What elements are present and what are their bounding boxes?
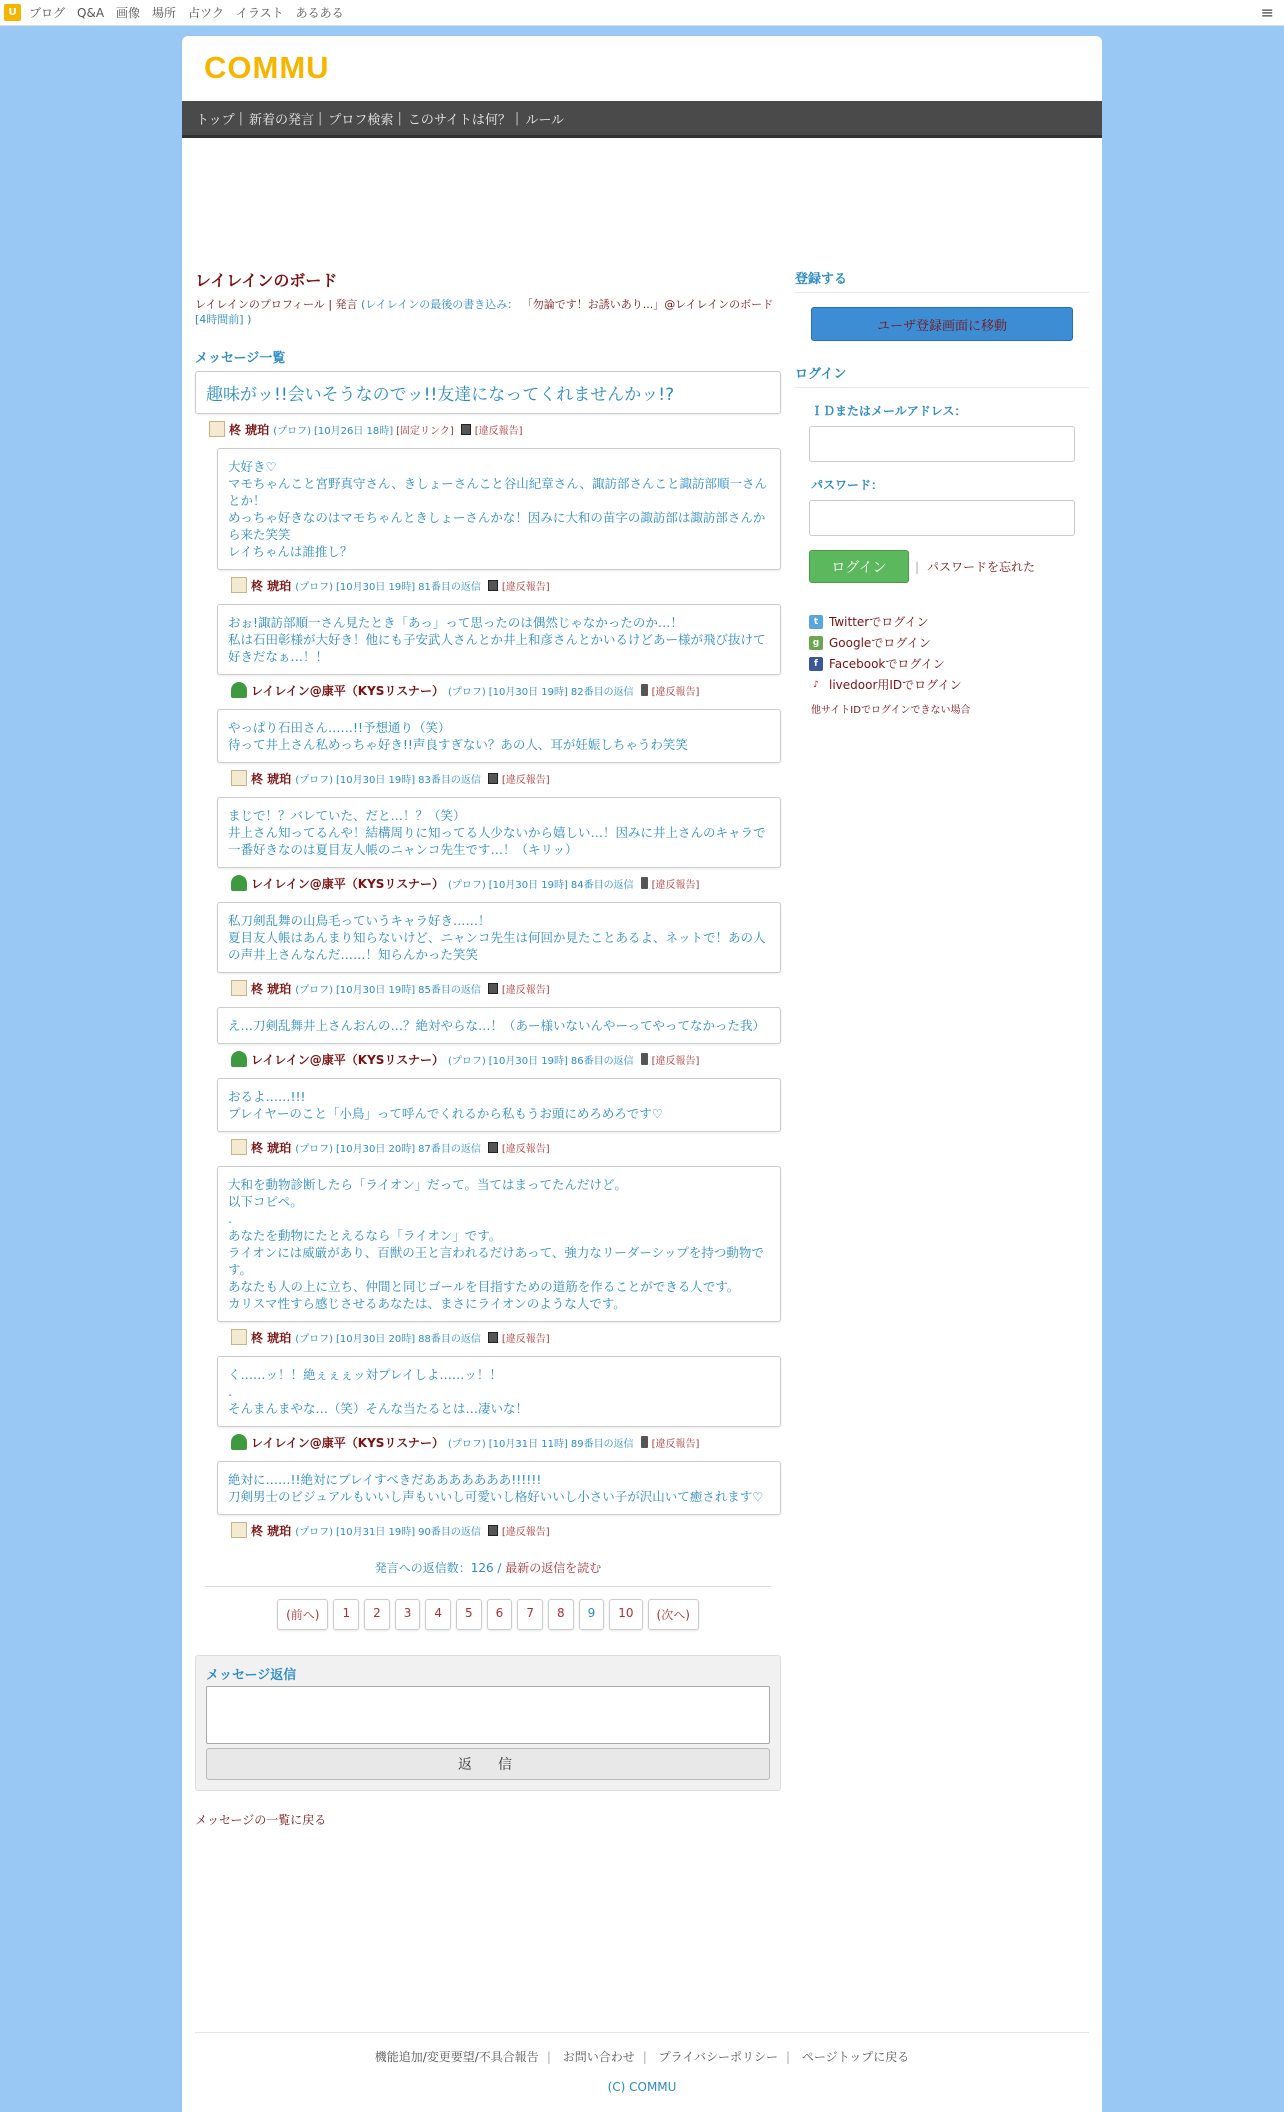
reply-message: おるよ……!!! プレイヤーのこと「小鳥」って呼んでくれるから私もうお頭にめろめろです♡ bbox=[217, 1078, 781, 1132]
twitter-icon: t bbox=[809, 615, 823, 629]
post-time: [10月30日 19時] bbox=[336, 581, 416, 593]
reply-textarea[interactable] bbox=[206, 1686, 770, 1744]
pager-page[interactable]: 5 bbox=[456, 1599, 482, 1630]
footer-privacy-link[interactable]: プライバシーポリシー bbox=[658, 2050, 778, 2064]
pc-icon bbox=[488, 580, 498, 591]
last-post-link[interactable]: 「勿論です！お誘いあり...」@レイレインのボード bbox=[521, 298, 774, 311]
topbar-link-aruaru[interactable]: あるある bbox=[295, 6, 344, 20]
profile-link[interactable]: (プロフ) bbox=[295, 1333, 333, 1345]
nav-about[interactable]: このサイトは何？ bbox=[407, 112, 511, 128]
reply-submit-button[interactable]: 返 信 bbox=[206, 1748, 770, 1780]
topbar-link-uranai[interactable]: 占ツク bbox=[188, 6, 224, 20]
twitter-login[interactable] bbox=[809, 611, 1089, 632]
latest-replies-link[interactable]: 最新の返信を読む bbox=[505, 1561, 602, 1575]
nav-profile-search[interactable]: プロフ検索 bbox=[328, 112, 394, 128]
pc-icon bbox=[488, 1142, 498, 1153]
profile-link[interactable]: (プロフ) bbox=[295, 774, 333, 786]
nav-top[interactable]: トップ bbox=[196, 112, 235, 128]
topbar-link-qa[interactable]: Q&A bbox=[77, 5, 105, 20]
social-login-list bbox=[809, 611, 1089, 695]
reply-meta bbox=[195, 769, 781, 787]
nav-rules[interactable]: ルール bbox=[525, 112, 565, 128]
footer-links bbox=[182, 2048, 1102, 2065]
report-link[interactable]: [違反報告] bbox=[501, 1143, 550, 1155]
post-time: [10月31日 19時] bbox=[336, 1526, 416, 1538]
reply-author[interactable]: 柊 琥珀 bbox=[251, 1140, 292, 1155]
pc-icon bbox=[488, 983, 498, 994]
login-separator: | bbox=[915, 559, 920, 574]
forgot-password-link[interactable]: パスワードを忘れた bbox=[927, 560, 1036, 574]
reply-author[interactable]: 柊 琥珀 bbox=[251, 578, 292, 593]
reply-count-label: 発言への返信数：126 / bbox=[374, 1561, 502, 1575]
reply-meta bbox=[195, 576, 781, 594]
report-link[interactable]: [違反報告] bbox=[651, 879, 700, 891]
avatar-icon[interactable] bbox=[231, 980, 247, 996]
mobile-icon bbox=[641, 1053, 648, 1065]
reply-meta bbox=[195, 1328, 781, 1346]
reply-number-link[interactable]: 82番目の返信 bbox=[570, 686, 634, 698]
footer-feedback-link[interactable]: 機能追加/変更要望/不具合報告 bbox=[374, 2050, 539, 2064]
nav-separator: | bbox=[318, 110, 323, 126]
reply-author[interactable]: レイレイン@康平（KYSリスナー） bbox=[251, 876, 444, 891]
pager-page[interactable]: 3 bbox=[395, 1599, 421, 1630]
pc-icon bbox=[488, 1525, 498, 1536]
pager-page[interactable]: 8 bbox=[548, 1599, 574, 1630]
post-link[interactable]: 発言 bbox=[335, 298, 358, 311]
login-row bbox=[809, 550, 1089, 583]
reply-author[interactable]: 柊 琥珀 bbox=[251, 771, 292, 786]
topbar-link-image[interactable]: 画像 bbox=[116, 6, 141, 20]
main-column bbox=[195, 268, 781, 1828]
reply-number-link[interactable]: 86番目の返信 bbox=[570, 1055, 634, 1067]
permalink[interactable]: [固定リンク] bbox=[396, 425, 454, 437]
id-label: ＩＤまたはメールアドレス： bbox=[811, 404, 967, 418]
message-list-heading: メッセージ一覧 bbox=[195, 351, 286, 366]
profile-link[interactable]: (プロフ) bbox=[295, 581, 333, 593]
reply-author[interactable]: 柊 琥珀 bbox=[251, 1330, 292, 1345]
profile-link[interactable]: (プロフ) bbox=[295, 984, 333, 996]
post-time: [10月30日 20時] bbox=[336, 1143, 416, 1155]
google-login-label: Googleでログイン bbox=[829, 636, 931, 650]
pager-page[interactable]: 1 bbox=[333, 1599, 359, 1630]
profile-link[interactable]: (プロフ) bbox=[447, 1438, 486, 1450]
register-heading: 登録する bbox=[795, 268, 1089, 293]
profile-link[interactable]: (プロフ) bbox=[447, 1055, 486, 1067]
reply-meta bbox=[195, 874, 781, 892]
report-link[interactable]: [違反報告] bbox=[474, 425, 523, 437]
report-link[interactable]: [違反報告] bbox=[501, 1526, 550, 1538]
portal-topbar bbox=[0, 0, 1284, 26]
reply-meta bbox=[195, 681, 781, 699]
profile-link[interactable]: (プロフ) bbox=[447, 879, 486, 891]
reply-number-link[interactable]: 90番目の返信 bbox=[418, 1526, 481, 1538]
topbar-link-blog[interactable]: ブログ bbox=[29, 6, 66, 20]
mobile-icon bbox=[641, 1436, 648, 1448]
topic-title: 趣味がッ!!会いそうなのでッ!!友達になってくれませんかッ!? bbox=[195, 371, 781, 414]
avatar-icon[interactable] bbox=[231, 1051, 247, 1067]
pc-icon bbox=[488, 773, 498, 784]
post-time: [10月30日 19時] bbox=[488, 1055, 568, 1067]
site-logo[interactable]: COMMU bbox=[204, 50, 330, 85]
footer-separator: | bbox=[546, 2050, 551, 2064]
pagination bbox=[195, 1599, 781, 1630]
post-time: [10月31日 11時] bbox=[488, 1438, 568, 1450]
reply-author[interactable]: 柊 琥珀 bbox=[251, 1523, 292, 1538]
topic-author[interactable]: 柊 琥珀 bbox=[229, 422, 270, 437]
reply-message: え…刀剣乱舞井上さんおんの…？絶対やらな…！（あー様いないんやーってやってなかった我） bbox=[217, 1007, 781, 1044]
avatar-icon[interactable] bbox=[231, 1139, 247, 1155]
footer-divider bbox=[195, 2032, 1089, 2033]
report-link[interactable]: [違反報告] bbox=[651, 1055, 700, 1067]
livedoor-icon: ♪ bbox=[809, 678, 823, 692]
copyright[interactable]: (C) COMMU bbox=[607, 2080, 677, 2094]
footer-pagetop-link[interactable]: ページトップに戻る bbox=[801, 2050, 910, 2064]
avatar-icon[interactable] bbox=[231, 1434, 247, 1450]
nav-new-posts[interactable]: 新着の発言 bbox=[249, 112, 315, 128]
password-input[interactable] bbox=[809, 500, 1075, 536]
reply-author[interactable]: レイレイン@康平（KYSリスナー） bbox=[251, 1052, 444, 1067]
avatar-icon[interactable] bbox=[231, 682, 247, 698]
topic-meta bbox=[195, 420, 781, 438]
reply-message: 大和を動物診断したら「ライオン」だって。当てはまってたんだけど。 以下コピペ。 . あなたを動物にたとえるなら「ライオン」です。 ライオンには威厳があり、百獣の王と言われるだけあって、強力なリーダーシップを持つ動物です。 あなたも人の上に立ち、仲間と同じゴールを目指すための道筋を作ることができる人です。 カリスマ性すら感じさせるあなたは、まさにライオンのような人です。 bbox=[217, 1166, 781, 1322]
reply-message: まじで！？バレていた、だと…！？（笑） 井上さん知ってるんや！結構周りに知ってる人少ないから嬉しい…！因みに井上さんのキャラで一番好きなのは夏目友人帳のニャンコ先生です…！（キリッ） bbox=[217, 797, 781, 868]
page-container bbox=[182, 36, 1102, 2112]
twitter-login-label: Twitterでログイン bbox=[829, 615, 929, 629]
avatar-icon[interactable] bbox=[231, 577, 247, 593]
last-post-time: [4時間前] bbox=[195, 313, 244, 326]
avatar-icon[interactable] bbox=[209, 421, 225, 437]
post-time: [10月30日 19時] bbox=[336, 984, 416, 996]
report-link[interactable]: [違反報告] bbox=[501, 581, 550, 593]
reply-number-link[interactable]: 81番目の返信 bbox=[418, 581, 481, 593]
avatar-icon[interactable] bbox=[231, 1329, 247, 1345]
topbar-link-illust[interactable]: イラスト bbox=[235, 6, 284, 20]
report-link[interactable]: [違反報告] bbox=[651, 1438, 700, 1450]
pager-page[interactable]: 10 bbox=[609, 1599, 642, 1630]
post-time: [10月26日 18時] bbox=[314, 425, 394, 437]
social-help-link[interactable]: 他サイトIDでログインできない場合 bbox=[811, 705, 971, 716]
divider bbox=[205, 1586, 771, 1587]
reply-form bbox=[195, 1655, 781, 1791]
login-button[interactable]: ログイン bbox=[809, 550, 909, 583]
reply-form-label: メッセージ返信 bbox=[206, 1668, 297, 1683]
report-link[interactable]: [違反報告] bbox=[501, 774, 550, 786]
nav-separator: | bbox=[397, 110, 402, 126]
reply-author[interactable]: 柊 琥珀 bbox=[251, 981, 292, 996]
reply-number-link[interactable]: 83番目の返信 bbox=[418, 774, 481, 786]
footer-contact-link[interactable]: お問い合わせ bbox=[562, 2050, 635, 2064]
livedoor-login[interactable] bbox=[809, 674, 1089, 695]
last-post-close: ) bbox=[247, 313, 252, 326]
reply-number-link[interactable]: 89番目の返信 bbox=[570, 1438, 634, 1450]
facebook-login-label: Facebookでログイン bbox=[829, 657, 945, 671]
reply-message: やっぱり石田さん……!!予想通り（笑） 待って井上さん私めっちゃ好き!!声良すぎない？あの人、耳が妊娠しちゃうわ笑笑 bbox=[217, 709, 781, 763]
back-to-list-link[interactable]: メッセージの一覧に戻る bbox=[195, 1813, 327, 1827]
avatar-icon[interactable] bbox=[231, 1522, 247, 1538]
post-time: [10月30日 20時] bbox=[336, 1333, 416, 1345]
reply-list bbox=[195, 448, 781, 1539]
livedoor-login-label: livedoor用IDでログイン bbox=[829, 678, 962, 692]
footer-separator: | bbox=[785, 2050, 791, 2064]
mobile-icon bbox=[641, 877, 648, 889]
reply-message: く……ッ！！絶ぇぇぇッ対プレイしよ……ッ！！ . そんまんまやな…（笑）そんな当たるとは…凄いな！ bbox=[217, 1356, 781, 1427]
pager-page[interactable]: 7 bbox=[517, 1599, 543, 1630]
avatar-icon[interactable] bbox=[231, 875, 247, 891]
pc-icon bbox=[488, 1332, 498, 1343]
pager-page[interactable]: 9 bbox=[579, 1599, 605, 1630]
topbar-link-place[interactable]: 場所 bbox=[152, 6, 177, 20]
reply-count bbox=[195, 1559, 781, 1576]
google-icon: g bbox=[809, 636, 823, 650]
post-time: [10月30日 19時] bbox=[336, 774, 416, 786]
profile-link[interactable]: (プロフ) bbox=[273, 425, 311, 437]
reply-meta bbox=[195, 1521, 781, 1539]
profile-link[interactable]: (プロフ) bbox=[295, 1526, 333, 1538]
board-title: レイレインのボード bbox=[195, 271, 338, 290]
hamburger-menu-icon[interactable]: ≡ bbox=[1260, 3, 1274, 22]
pager-next[interactable]: (次へ) bbox=[648, 1599, 699, 1630]
reply-meta bbox=[195, 979, 781, 997]
mobile-icon bbox=[641, 684, 648, 696]
reply-message: 私刀剣乱舞の山鳥毛っていうキャラ好き……！ 夏目友人帳はあんまり知らないけど、ニャンコ先生は何回か見たことあるよ、ネットで！あの人の声井上さんなんだ……！知らんかった笑笑 bbox=[217, 902, 781, 973]
reply-number-link[interactable]: 85番目の返信 bbox=[418, 984, 481, 996]
report-link[interactable]: [違反報告] bbox=[651, 686, 700, 698]
sub-separator: | bbox=[328, 298, 333, 311]
reply-author[interactable]: レイレイン@康平（KYSリスナー） bbox=[251, 1435, 444, 1450]
reply-meta bbox=[195, 1050, 781, 1068]
main-nav bbox=[182, 101, 1102, 138]
nav-separator: | bbox=[514, 110, 520, 126]
reply-meta bbox=[195, 1433, 781, 1451]
pager-page[interactable]: 2 bbox=[364, 1599, 390, 1630]
board-subline bbox=[195, 297, 781, 327]
pager-prev[interactable]: (前へ) bbox=[277, 1599, 328, 1630]
password-label: パスワード： bbox=[811, 478, 884, 492]
facebook-icon: f bbox=[809, 657, 823, 671]
reply-message: 絶対に……!!絶対にプレイすべきだあああああああ!!!!!! 刀剣男士のビジュアルもいいし声もいいし可愛いし格好いいし小さい子が沢山いて癒されます♡ bbox=[217, 1461, 781, 1515]
post-time: [10月30日 19時] bbox=[488, 879, 568, 891]
pager-page[interactable]: 6 bbox=[487, 1599, 513, 1630]
nav-separator: | bbox=[238, 110, 244, 126]
report-link[interactable]: [違反報告] bbox=[501, 984, 550, 996]
pc-icon bbox=[461, 424, 471, 435]
reply-number-link[interactable]: 88番目の返信 bbox=[418, 1333, 481, 1345]
sidebar bbox=[795, 268, 1089, 716]
pager-page[interactable]: 4 bbox=[425, 1599, 451, 1630]
avatar-icon[interactable] bbox=[231, 770, 247, 786]
profile-link[interactable]: (プロフ) bbox=[447, 686, 486, 698]
login-heading: ログイン bbox=[795, 363, 1089, 388]
reply-meta bbox=[195, 1138, 781, 1156]
report-link[interactable]: [違反報告] bbox=[501, 1333, 550, 1345]
footer-separator: | bbox=[642, 2050, 647, 2064]
portal-logo-icon[interactable]: U bbox=[4, 4, 21, 21]
profile-link[interactable]: (プロフ) bbox=[295, 1143, 333, 1155]
reply-message: 大好き♡ マモちゃんこと宮野真守さん、きしょーさんこと谷山紀章さん、諏訪部さんこと諏訪部順一さんとか！ めっちゃ好きなのはマモちゃんときしょーさんかな！因みに大和の苗字の諏訪部は諏訪部さんから来た笑笑 レイちゃんは誰推し？ bbox=[217, 448, 781, 570]
reply-number-link[interactable]: 87番目の返信 bbox=[418, 1143, 481, 1155]
post-time: [10月30日 19時] bbox=[488, 686, 568, 698]
profile-link[interactable]: レイレインのプロフィール bbox=[195, 298, 325, 311]
reply-message: おぉ!諏訪部順一さん見たとき「あっ」って思ったのは偶然じゃなかったのか…！ 私は石田彰様が大好き！他にも子安武人さんとか井上和彦さんとかいるけどあー様が飛び抜けて好きだなぁ…！！ bbox=[217, 604, 781, 675]
register-button[interactable]: ユーザ登録画面に移動 bbox=[811, 307, 1073, 341]
id-input[interactable] bbox=[809, 426, 1075, 462]
reply-author[interactable]: レイレイン@康平（KYSリスナー） bbox=[251, 683, 444, 698]
last-post-label: (レイレインの最後の書き込み： bbox=[361, 298, 519, 311]
reply-number-link[interactable]: 84番目の返信 bbox=[570, 879, 634, 891]
google-login[interactable] bbox=[809, 632, 1089, 653]
facebook-login[interactable] bbox=[809, 653, 1089, 674]
